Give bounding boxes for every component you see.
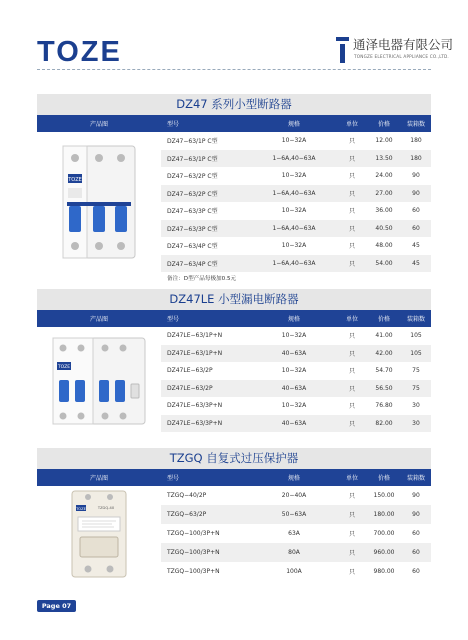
section-title: DZ47LE 小型漏电断路器	[37, 289, 431, 310]
tzgq-label: TOZE	[76, 506, 86, 511]
table-row: DZ47−63/1P C型 10−32A 只 12.00 180	[167, 137, 422, 146]
table-row: DZ47−63/3P C型 1−6A,40−63A 只 40.50 60	[161, 220, 431, 238]
brand-mark-icon	[336, 37, 349, 63]
table-row: DZ47−63/1P C型 1−6A,40−63A 只 13.50 180	[161, 150, 431, 168]
section-dz47le	[37, 289, 431, 432]
product-image-dz47	[37, 132, 161, 272]
company-name-en: TONGZE ELECTRICAL APPLIANCE CO.,LTD.	[354, 54, 449, 59]
table-row: TZGQ−100/3P+N 80A 只 960.00 60	[161, 543, 431, 562]
col-header-price: 价格	[377, 316, 390, 323]
product-image-dz47le	[37, 327, 161, 432]
table-header	[37, 310, 431, 327]
header-divider	[37, 69, 431, 70]
table-row: DZ47LE−63/3P+N 10−32A 只 76.80 30	[167, 402, 420, 411]
table-row: DZ47−63/2P C型 1−6A,40−63A 只 27.00 90	[161, 185, 431, 203]
col-header-qty: 装箱数	[406, 475, 425, 482]
table-row: DZ47−63/4P C型 1−6A,40−63A 只 54.00 45	[161, 255, 431, 273]
section-title: DZ47 系列小型断路器	[37, 94, 431, 115]
section-tzgq	[37, 448, 431, 581]
col-header-qty: 装箱数	[406, 121, 425, 128]
col-header-unit: 单位	[345, 475, 358, 482]
col-header-model: 型号	[167, 316, 180, 323]
section-note: 备注：D型产品每极加0.5元	[167, 276, 237, 282]
col-header-model: 型号	[167, 475, 180, 482]
col-header-model: 型号	[167, 121, 180, 128]
col-header-price: 价格	[377, 121, 390, 128]
page-number-badge: Page 07	[37, 600, 76, 612]
table-header	[37, 469, 431, 486]
col-header-unit: 单位	[345, 121, 358, 128]
section-title: TZGQ 自复式过压保护器	[37, 448, 431, 469]
dz47-label: TOZE	[68, 177, 82, 183]
col-header-qty: 装箱数	[406, 316, 425, 323]
table-row: TZGQ−100/3P+N 100A 只 980.00 60	[167, 568, 420, 576]
table-row: DZ47LE−63/1P+N 40−63A 只 42.00 105	[161, 345, 431, 363]
table-row: DZ47LE−63/1P+N 10−32A 只 41.00 105	[167, 332, 422, 341]
col-header-unit: 单位	[345, 316, 358, 323]
tzgq-model: TZGQ-40	[97, 505, 115, 510]
col-header-image: 产品图	[89, 475, 108, 482]
table-body	[161, 327, 431, 432]
table-row: DZ47LE−63/2P 40−63A 只 56.50 75	[161, 380, 431, 398]
company-name-cn: 通泽电器有限公司	[353, 37, 454, 52]
company-logo: TOZE	[37, 36, 122, 68]
table-row: DZ47−63/4P C型 10−32A 只 48.00 45	[167, 242, 420, 251]
table-body	[161, 486, 431, 581]
table-body	[161, 132, 431, 272]
col-header-spec: 规格	[287, 316, 300, 323]
table-row: TZGQ−100/3P+N 63A 只 700.00 60	[167, 530, 420, 538]
col-header-spec: 规格	[287, 475, 300, 482]
col-header-image: 产品图	[89, 316, 108, 323]
table-row: DZ47LE−63/2P 10−32A 只 54.70 75	[167, 367, 420, 376]
table-row: TZGQ−40/2P 20−40A 只 150.00 90	[167, 492, 420, 500]
table-header	[37, 115, 431, 132]
section-dz47	[37, 94, 431, 286]
table-row: DZ47LE−63/3P+N 40−63A 只 82.00 30	[161, 415, 431, 433]
col-header-spec: 规格	[287, 121, 300, 128]
table-row: DZ47−63/3P C型 10−32A 只 36.00 60	[167, 207, 420, 216]
product-image-tzgq	[37, 486, 161, 581]
col-header-price: 价格	[377, 475, 390, 482]
dz47le-label: TOZE	[57, 364, 71, 370]
table-row: DZ47−63/2P C型 10−32A 只 24.00 90	[167, 172, 420, 181]
col-header-image: 产品图	[89, 121, 108, 128]
table-row: TZGQ−63/2P 50−63A 只 180.00 90	[161, 505, 431, 524]
